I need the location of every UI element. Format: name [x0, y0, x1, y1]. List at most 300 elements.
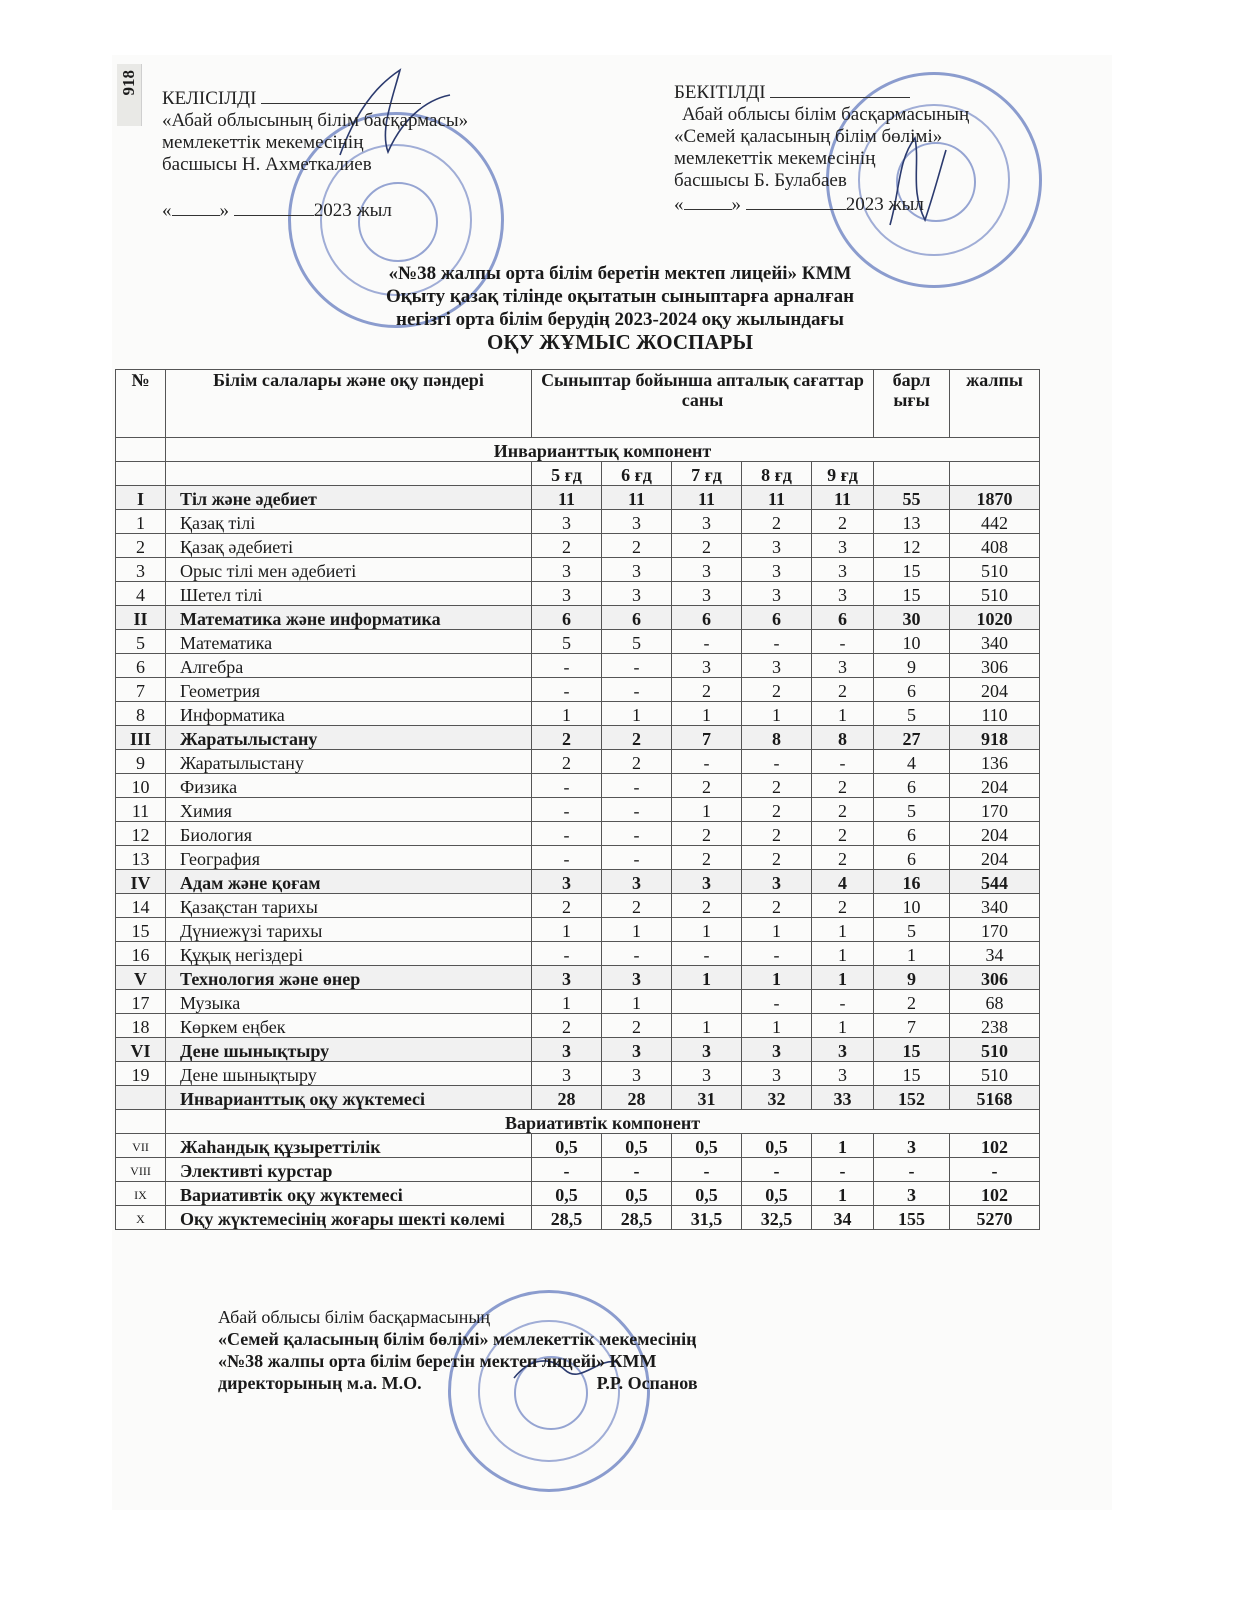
hours-cell: - — [812, 1158, 874, 1182]
row-number: 14 — [116, 894, 166, 918]
table-row — [116, 774, 1040, 798]
table-row — [116, 990, 1040, 1014]
hours-cell: 6 — [672, 606, 742, 630]
sign-line: «№38 жалпы орта білім беретін мектеп лицейі» КММ — [218, 1351, 657, 1371]
hours-cell: 3 — [742, 870, 812, 894]
row-overall: 238 — [950, 1014, 1040, 1038]
hours-cell: 3 — [812, 654, 874, 678]
hours-cell: 1 — [812, 1014, 874, 1038]
hours-cell: 1 — [812, 1134, 874, 1158]
row-number: 1 — [116, 510, 166, 534]
hours-cell: 1 — [742, 1014, 812, 1038]
hours-cell: 11 — [812, 486, 874, 510]
right-approval-line: мемлекеттік мекемесінің — [674, 148, 876, 169]
header-total: барл ығы — [874, 370, 950, 438]
hours-cell: 2 — [812, 678, 874, 702]
row-number: 13 — [116, 846, 166, 870]
row-number: 6 — [116, 654, 166, 678]
row-total: 6 — [874, 846, 950, 870]
table-row — [116, 942, 1040, 966]
section-label-row — [116, 1110, 1040, 1134]
grades-row — [116, 462, 1040, 486]
hours-cell: - — [672, 1158, 742, 1182]
hours-cell: 3 — [532, 558, 602, 582]
hours-cell: - — [812, 630, 874, 654]
subject-name: Музыка — [166, 990, 532, 1014]
hours-cell: - — [672, 630, 742, 654]
hours-cell: 1 — [532, 702, 602, 726]
hours-cell: - — [532, 798, 602, 822]
subject-name: Химия — [166, 798, 532, 822]
hours-cell: 3 — [742, 654, 812, 678]
section-label-row — [116, 438, 1040, 462]
hours-cell: 28,5 — [602, 1206, 672, 1230]
table-row — [116, 534, 1040, 558]
hours-cell: 1 — [672, 1014, 742, 1038]
hours-cell: 11 — [602, 486, 672, 510]
hours-cell: 3 — [532, 1038, 602, 1062]
hours-cell: 8 — [812, 726, 874, 750]
document-title — [170, 262, 1070, 354]
blank-cell — [116, 1110, 166, 1134]
hours-cell: 3 — [532, 870, 602, 894]
left-approval-block: КЕЛІСІЛДІ «Абай облысының білім басқармасы» мемлекеттік мекемесінің басшысы Н. Ахметкалиев « » 2023 жыл — [162, 88, 469, 221]
subject-name: Технология және өнер — [166, 966, 532, 990]
right-approval-line: «Семей қаласының білім бөлімі» — [674, 126, 943, 147]
table-row — [116, 894, 1040, 918]
row-overall: 204 — [950, 774, 1040, 798]
hours-cell: 5 — [602, 630, 672, 654]
grade-header: 9 ғд — [812, 462, 874, 486]
subject-name: Көркем еңбек — [166, 1014, 532, 1038]
hours-cell: 2 — [602, 750, 672, 774]
hours-cell: 11 — [672, 486, 742, 510]
hours-cell: 2 — [812, 894, 874, 918]
hours-cell: - — [812, 990, 874, 1014]
table-row — [116, 1014, 1040, 1038]
row-total: 30 — [874, 606, 950, 630]
row-overall: 510 — [950, 1038, 1040, 1062]
hours-cell: 3 — [812, 1038, 874, 1062]
hours-cell: 2 — [602, 1014, 672, 1038]
hours-cell: 3 — [602, 582, 672, 606]
hours-cell: 31,5 — [672, 1206, 742, 1230]
section-row — [116, 606, 1040, 630]
row-total: 15 — [874, 582, 950, 606]
hours-cell: 2 — [532, 894, 602, 918]
title-line: Оқыту қазақ тілінде оқытатын сыныптарға арналған — [385, 286, 855, 307]
subject-name: Адам және қоғам — [166, 870, 532, 894]
header-number: № — [116, 370, 166, 438]
blank-cell — [116, 462, 166, 486]
row-total: 1 — [874, 942, 950, 966]
subject-name: Дене шынықтыру — [166, 1062, 532, 1086]
hours-cell: 7 — [672, 726, 742, 750]
hours-cell: 33 — [812, 1086, 874, 1110]
row-total: 15 — [874, 558, 950, 582]
subject-name: География — [166, 846, 532, 870]
row-number — [116, 1086, 166, 1110]
subject-name: Жаратылыстану — [166, 726, 532, 750]
sign-line: «Семей қаласының білім бөлімі» мемлекеттік мекемесінің — [218, 1329, 697, 1349]
row-total: 6 — [874, 822, 950, 846]
subject-name: Орыс тілі мен әдебиеті — [166, 558, 532, 582]
table-row — [116, 582, 1040, 606]
hours-cell: - — [742, 1158, 812, 1182]
hours-cell: 3 — [812, 534, 874, 558]
row-overall: 204 — [950, 822, 1040, 846]
row-overall: 110 — [950, 702, 1040, 726]
curriculum-table — [115, 369, 1040, 1230]
row-total: 55 — [874, 486, 950, 510]
row-overall: 204 — [950, 846, 1040, 870]
row-total: 9 — [874, 654, 950, 678]
hours-cell: 3 — [602, 870, 672, 894]
row-number: 10 — [116, 774, 166, 798]
hours-cell: 2 — [812, 510, 874, 534]
hours-cell: 3 — [672, 582, 742, 606]
row-total: 5 — [874, 702, 950, 726]
table-row — [116, 750, 1040, 774]
row-number: 15 — [116, 918, 166, 942]
hours-cell: 1 — [812, 702, 874, 726]
row-total: 15 — [874, 1038, 950, 1062]
hours-cell: 28,5 — [532, 1206, 602, 1230]
row-number: 3 — [116, 558, 166, 582]
hours-cell: 0,5 — [532, 1134, 602, 1158]
subject-name: Қазақ әдебиеті — [166, 534, 532, 558]
row-overall: 510 — [950, 582, 1040, 606]
sign-title: директорының м.а. М.О. — [218, 1373, 422, 1393]
hours-cell: 2 — [602, 894, 672, 918]
blank-cell — [874, 462, 950, 486]
row-total: 3 — [874, 1134, 950, 1158]
row-total: 9 — [874, 966, 950, 990]
hours-cell: 8 — [742, 726, 812, 750]
subject-name: Дүниежүзі тарихы — [166, 918, 532, 942]
hours-cell: - — [742, 630, 812, 654]
subject-name: Алгебра — [166, 654, 532, 678]
row-overall: 102 — [950, 1182, 1040, 1206]
hours-cell: 1 — [532, 990, 602, 1014]
row-overall: 510 — [950, 558, 1040, 582]
title-main: ОҚУ ЖҰМЫС ЖОСПАРЫ — [487, 330, 753, 354]
subject-name: Дене шынықтыру — [166, 1038, 532, 1062]
title-line: негізгі орта білім берудің 2023-2024 оқу жылындағы — [396, 309, 844, 330]
table-row — [116, 1062, 1040, 1086]
hours-cell: - — [602, 846, 672, 870]
hours-cell: 3 — [602, 558, 672, 582]
hours-cell: 2 — [742, 678, 812, 702]
hours-cell: 3 — [532, 1062, 602, 1086]
row-overall: 204 — [950, 678, 1040, 702]
hours-cell: 3 — [602, 1038, 672, 1062]
right-approval-block: БЕКІТІЛДІ Абай облысы білім басқармасының «Семей қаласының білім бөлімі» мемлекеттік мекемесінің басшысы Б. Булабаев « » 2023 жыл — [674, 82, 970, 215]
hours-cell: 1 — [812, 966, 874, 990]
hours-cell: - — [742, 990, 812, 1014]
subject-name: Геометрия — [166, 678, 532, 702]
table-row — [116, 558, 1040, 582]
row-overall: 306 — [950, 654, 1040, 678]
hours-cell: 2 — [812, 798, 874, 822]
row-number: VII — [116, 1134, 166, 1158]
hours-cell: 3 — [672, 558, 742, 582]
sign-line: Абай облысы білім басқармасының — [218, 1307, 491, 1327]
hours-cell: - — [532, 1158, 602, 1182]
hours-cell: - — [532, 942, 602, 966]
hours-cell: - — [602, 678, 672, 702]
hours-cell: 2 — [672, 774, 742, 798]
hours-cell: - — [672, 750, 742, 774]
hours-cell: - — [602, 774, 672, 798]
hours-cell: 28 — [602, 1086, 672, 1110]
left-approval-year: 2023 жыл — [313, 200, 392, 221]
subject-name: Оқу жүктемесінің жоғары шекті көлемі — [166, 1206, 532, 1230]
hours-cell: 2 — [812, 846, 874, 870]
table-row — [116, 678, 1040, 702]
hours-cell: 3 — [812, 558, 874, 582]
hours-cell: 32,5 — [742, 1206, 812, 1230]
row-number: III — [116, 726, 166, 750]
hours-cell: - — [532, 846, 602, 870]
hours-cell: 1 — [602, 702, 672, 726]
hours-cell: 3 — [602, 510, 672, 534]
row-overall: 544 — [950, 870, 1040, 894]
hours-cell: 5 — [532, 630, 602, 654]
row-overall: 170 — [950, 918, 1040, 942]
hours-cell: 2 — [532, 726, 602, 750]
hours-cell: - — [602, 654, 672, 678]
hours-cell: 2 — [672, 846, 742, 870]
hours-cell: 3 — [672, 1038, 742, 1062]
subject-name: Инварианттық оқу жүктемесі — [166, 1086, 532, 1110]
hours-cell: 1 — [742, 966, 812, 990]
hours-cell: - — [672, 942, 742, 966]
hours-cell: 2 — [742, 774, 812, 798]
row-overall: 510 — [950, 1062, 1040, 1086]
blank-cell — [950, 462, 1040, 486]
hours-cell: 3 — [742, 1038, 812, 1062]
hours-cell: 2 — [742, 798, 812, 822]
hours-cell: - — [602, 1158, 672, 1182]
hours-cell: 0,5 — [742, 1182, 812, 1206]
right-approval-heading: БЕКІТІЛДІ — [674, 82, 766, 103]
row-overall: 1020 — [950, 606, 1040, 630]
subject-name: Жаратылыстану — [166, 750, 532, 774]
subject-name: Математика және информатика — [166, 606, 532, 630]
hours-cell: 2 — [742, 894, 812, 918]
row-overall: 170 — [950, 798, 1040, 822]
blank-cell — [166, 462, 532, 486]
hours-cell: 2 — [532, 750, 602, 774]
subject-name: Шетел тілі — [166, 582, 532, 606]
row-number: X — [116, 1206, 166, 1230]
hours-cell: 3 — [532, 582, 602, 606]
table-row — [116, 918, 1040, 942]
hours-cell: 3 — [742, 1062, 812, 1086]
hours-cell: - — [742, 750, 812, 774]
table-row — [116, 846, 1040, 870]
left-approval-line: басшысы Н. Ахметкалиев — [162, 154, 372, 175]
hours-cell: 31 — [672, 1086, 742, 1110]
row-total: 5 — [874, 798, 950, 822]
row-overall: 408 — [950, 534, 1040, 558]
subject-name: Тіл және әдебиет — [166, 486, 532, 510]
row-total: 7 — [874, 1014, 950, 1038]
grade-header: 7 ғд — [672, 462, 742, 486]
hours-cell: - — [602, 798, 672, 822]
row-number: 16 — [116, 942, 166, 966]
row-overall: 306 — [950, 966, 1040, 990]
subject-name: Элективті курстар — [166, 1158, 532, 1182]
left-approval-heading: КЕЛІСІЛДІ — [162, 88, 257, 109]
hours-cell: - — [742, 942, 812, 966]
grade-header: 5 ғд — [532, 462, 602, 486]
hours-cell: 2 — [812, 774, 874, 798]
hours-cell: 2 — [532, 1014, 602, 1038]
hours-cell: 1 — [672, 702, 742, 726]
hours-cell: 0,5 — [742, 1134, 812, 1158]
hours-cell: 1 — [742, 918, 812, 942]
hours-cell: 1 — [672, 798, 742, 822]
hours-cell: 1 — [672, 918, 742, 942]
subject-name: Қазақ тілі — [166, 510, 532, 534]
hours-cell: 1 — [812, 942, 874, 966]
left-approval-line: мемлекеттік мекемесінің — [162, 132, 364, 153]
subject-name: Қазақстан тарихы — [166, 894, 532, 918]
row-total: 152 — [874, 1086, 950, 1110]
section-row — [116, 870, 1040, 894]
director-name: Р.Р. Оспанов — [596, 1373, 698, 1393]
variative-component-label: Вариативтік компонент — [166, 1110, 1040, 1134]
hours-cell: 2 — [742, 510, 812, 534]
section-row — [116, 486, 1040, 510]
grade-header: 8 ғд — [742, 462, 812, 486]
row-total: 4 — [874, 750, 950, 774]
hours-cell: 3 — [672, 870, 742, 894]
table-row — [116, 510, 1040, 534]
hours-cell: 1 — [812, 1182, 874, 1206]
row-number: 5 — [116, 630, 166, 654]
row-total: 3 — [874, 1182, 950, 1206]
right-approval-line: басшысы Б. Булабаев — [674, 170, 847, 191]
hours-cell: 1 — [672, 966, 742, 990]
row-number: 11 — [116, 798, 166, 822]
subject-name: Информатика — [166, 702, 532, 726]
hours-cell — [672, 990, 742, 1014]
hours-cell: - — [532, 654, 602, 678]
header-subjects: Білім салалары және оқу пәндері — [166, 370, 532, 438]
subject-name: Физика — [166, 774, 532, 798]
row-number: 19 — [116, 1062, 166, 1086]
table-row — [116, 702, 1040, 726]
hours-cell: 2 — [672, 534, 742, 558]
hours-cell: 1 — [532, 918, 602, 942]
hours-cell: 3 — [742, 582, 812, 606]
row-overall: 5168 — [950, 1086, 1040, 1110]
row-number: II — [116, 606, 166, 630]
header-weekly-hours: Сыныптар бойынша апталық сағаттар саны — [532, 370, 874, 438]
table-row — [116, 630, 1040, 654]
hours-cell: 6 — [532, 606, 602, 630]
hours-cell: 3 — [672, 1062, 742, 1086]
row-number: 7 — [116, 678, 166, 702]
hours-cell: - — [532, 822, 602, 846]
header-overall: жалпы — [950, 370, 1040, 438]
variative-row — [116, 1158, 1040, 1182]
hours-cell: 6 — [742, 606, 812, 630]
hours-cell: 0,5 — [672, 1182, 742, 1206]
row-number: VIII — [116, 1158, 166, 1182]
row-overall: 136 — [950, 750, 1040, 774]
row-total: 13 — [874, 510, 950, 534]
hours-cell: 34 — [812, 1206, 874, 1230]
title-line: «№38 жалпы орта білім беретін мектеп лицейі» КММ — [388, 263, 852, 284]
row-number: 2 — [116, 534, 166, 558]
hours-cell: 11 — [532, 486, 602, 510]
hours-cell: 3 — [532, 510, 602, 534]
hours-cell: 4 — [812, 870, 874, 894]
hours-cell: - — [532, 774, 602, 798]
row-number: 18 — [116, 1014, 166, 1038]
row-number: 12 — [116, 822, 166, 846]
subject-name: Биология — [166, 822, 532, 846]
hours-cell: - — [602, 822, 672, 846]
variative-row — [116, 1206, 1040, 1230]
row-total: 12 — [874, 534, 950, 558]
hours-cell: 3 — [602, 1062, 672, 1086]
variative-row — [116, 1182, 1040, 1206]
hours-cell: 3 — [602, 966, 672, 990]
row-total: 6 — [874, 774, 950, 798]
row-total: 2 — [874, 990, 950, 1014]
hours-cell: 0,5 — [602, 1182, 672, 1206]
table-row — [116, 798, 1040, 822]
row-total: 10 — [874, 894, 950, 918]
hours-cell: 3 — [812, 582, 874, 606]
row-number: I — [116, 486, 166, 510]
row-overall: 340 — [950, 630, 1040, 654]
hours-cell: 2 — [532, 534, 602, 558]
row-number: 9 — [116, 750, 166, 774]
row-overall: 442 — [950, 510, 1040, 534]
hours-cell: 28 — [532, 1086, 602, 1110]
variative-row — [116, 1134, 1040, 1158]
hours-cell: 3 — [672, 510, 742, 534]
hours-cell: 0,5 — [602, 1134, 672, 1158]
hours-cell: - — [602, 942, 672, 966]
hours-cell: 32 — [742, 1086, 812, 1110]
director-signature-block — [218, 1306, 698, 1394]
hours-cell: 0,5 — [672, 1134, 742, 1158]
hours-cell: 2 — [672, 678, 742, 702]
page-number-tab: 918 — [117, 64, 142, 126]
section-row — [116, 1038, 1040, 1062]
hours-cell: 1 — [602, 990, 672, 1014]
hours-cell: - — [812, 750, 874, 774]
hours-cell: 3 — [812, 1062, 874, 1086]
right-approval-year: 2023 жыл — [845, 194, 924, 215]
grade-header: 6 ғд — [602, 462, 672, 486]
row-number: 4 — [116, 582, 166, 606]
right-approval-line: Абай облысы білім басқармасының — [682, 104, 970, 125]
table-row — [116, 654, 1040, 678]
row-number: 8 — [116, 702, 166, 726]
hours-cell: 2 — [602, 534, 672, 558]
hours-cell: 6 — [812, 606, 874, 630]
subject-name: Вариативтік оқу жүктемесі — [166, 1182, 532, 1206]
row-total: 10 — [874, 630, 950, 654]
